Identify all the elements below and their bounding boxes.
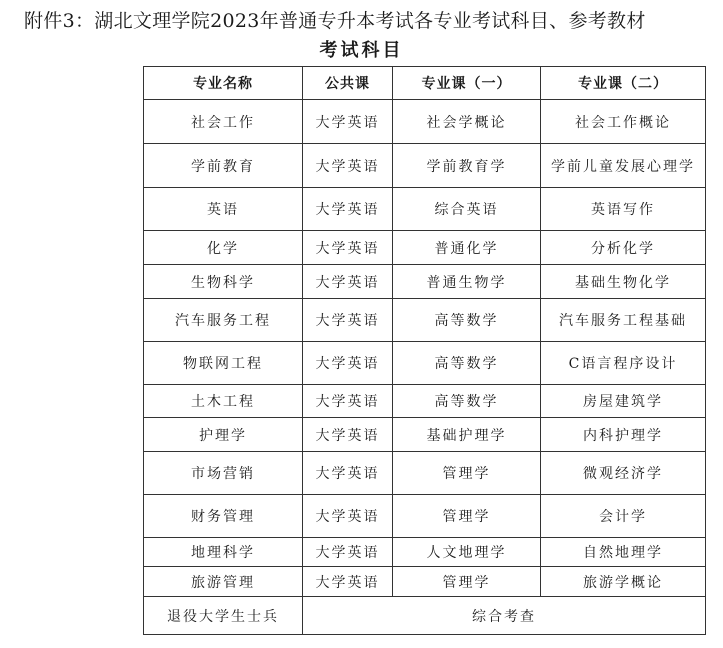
exam-subjects-table [143, 66, 706, 635]
table-row [144, 144, 706, 188]
public-course-cell: 大学英语 [303, 418, 393, 452]
table-row [144, 538, 706, 567]
major-course-1-cell: 社会学概论 [393, 100, 541, 144]
header-major: 专业名称 [144, 67, 303, 100]
table-row [144, 452, 706, 495]
major-course-2-cell: 微观经济学 [541, 452, 706, 495]
table-subtitle: 考试科目 [319, 40, 404, 61]
public-course-cell: 大学英语 [303, 188, 393, 231]
major-course-1-cell: 普通生物学 [393, 265, 541, 299]
major-course-1-cell: 普通化学 [393, 231, 541, 265]
public-course-cell: 大学英语 [303, 100, 393, 144]
major-cell: 退役大学生士兵 [144, 597, 303, 635]
public-course-cell: 大学英语 [303, 299, 393, 342]
major-cell: 化学 [144, 231, 303, 265]
table-row [144, 567, 706, 597]
public-course-cell: 大学英语 [303, 452, 393, 495]
major-course-2-cell: 社会工作概论 [541, 100, 706, 144]
public-course-cell: 大学英语 [303, 342, 393, 385]
table-row [144, 188, 706, 231]
major-cell: 物联网工程 [144, 342, 303, 385]
major-course-1-cell: 人文地理学 [393, 538, 541, 567]
major-cell: 地理科学 [144, 538, 303, 567]
major-cell: 生物科学 [144, 265, 303, 299]
major-course-2-cell: 自然地理学 [541, 538, 706, 567]
major-course-1-cell: 高等数学 [393, 299, 541, 342]
major-course-1-cell: 管理学 [393, 495, 541, 538]
table-row [144, 385, 706, 418]
major-course-1-cell: 综合英语 [393, 188, 541, 231]
major-course-2-cell: 房屋建筑学 [541, 385, 706, 418]
table-row [144, 299, 706, 342]
document-title: 附件3：湖北文理学院2023年普通专升本考试各专业考试科目、参考教材 [24, 10, 646, 32]
major-course-2-cell: 分析化学 [541, 231, 706, 265]
major-cell: 土木工程 [144, 385, 303, 418]
major-cell: 汽车服务工程 [144, 299, 303, 342]
major-cell: 市场营销 [144, 452, 303, 495]
public-course-cell: 大学英语 [303, 538, 393, 567]
major-course-2-cell: 内科护理学 [541, 418, 706, 452]
major-cell: 旅游管理 [144, 567, 303, 597]
major-course-1-cell: 高等数学 [393, 342, 541, 385]
combined-exam-cell: 综合考查 [303, 597, 706, 635]
major-course-1-cell: 学前教育学 [393, 144, 541, 188]
major-cell: 护理学 [144, 418, 303, 452]
major-course-2-cell: 旅游学概论 [541, 567, 706, 597]
major-cell: 财务管理 [144, 495, 303, 538]
major-course-1-cell: 基础护理学 [393, 418, 541, 452]
major-cell: 英语 [144, 188, 303, 231]
major-course-1-cell: 高等数学 [393, 385, 541, 418]
public-course-cell: 大学英语 [303, 265, 393, 299]
public-course-cell: 大学英语 [303, 231, 393, 265]
table-row [144, 418, 706, 452]
table-row-veterans [144, 597, 706, 635]
header-public-course: 公共课 [303, 67, 393, 100]
major-cell: 学前教育 [144, 144, 303, 188]
table-row [144, 495, 706, 538]
table-header-row [144, 67, 706, 100]
major-cell: 社会工作 [144, 100, 303, 144]
public-course-cell: 大学英语 [303, 567, 393, 597]
major-course-2-cell: 英语写作 [541, 188, 706, 231]
header-major-course-1: 专业课（一） [393, 67, 541, 100]
table-row [144, 265, 706, 299]
header-major-course-2: 专业课（二） [541, 67, 706, 100]
major-course-2-cell: 汽车服务工程基础 [541, 299, 706, 342]
public-course-cell: 大学英语 [303, 144, 393, 188]
major-course-2-cell: 学前儿童发展心理学 [541, 144, 706, 188]
major-course-2-cell: 基础生物化学 [541, 265, 706, 299]
major-course-1-cell: 管理学 [393, 567, 541, 597]
major-course-2-cell: 会计学 [541, 495, 706, 538]
public-course-cell: 大学英语 [303, 495, 393, 538]
major-course-1-cell: 管理学 [393, 452, 541, 495]
table-row [144, 342, 706, 385]
table-row [144, 231, 706, 265]
public-course-cell: 大学英语 [303, 385, 393, 418]
major-course-2-cell: C语言程序设计 [541, 342, 706, 385]
table-row [144, 100, 706, 144]
